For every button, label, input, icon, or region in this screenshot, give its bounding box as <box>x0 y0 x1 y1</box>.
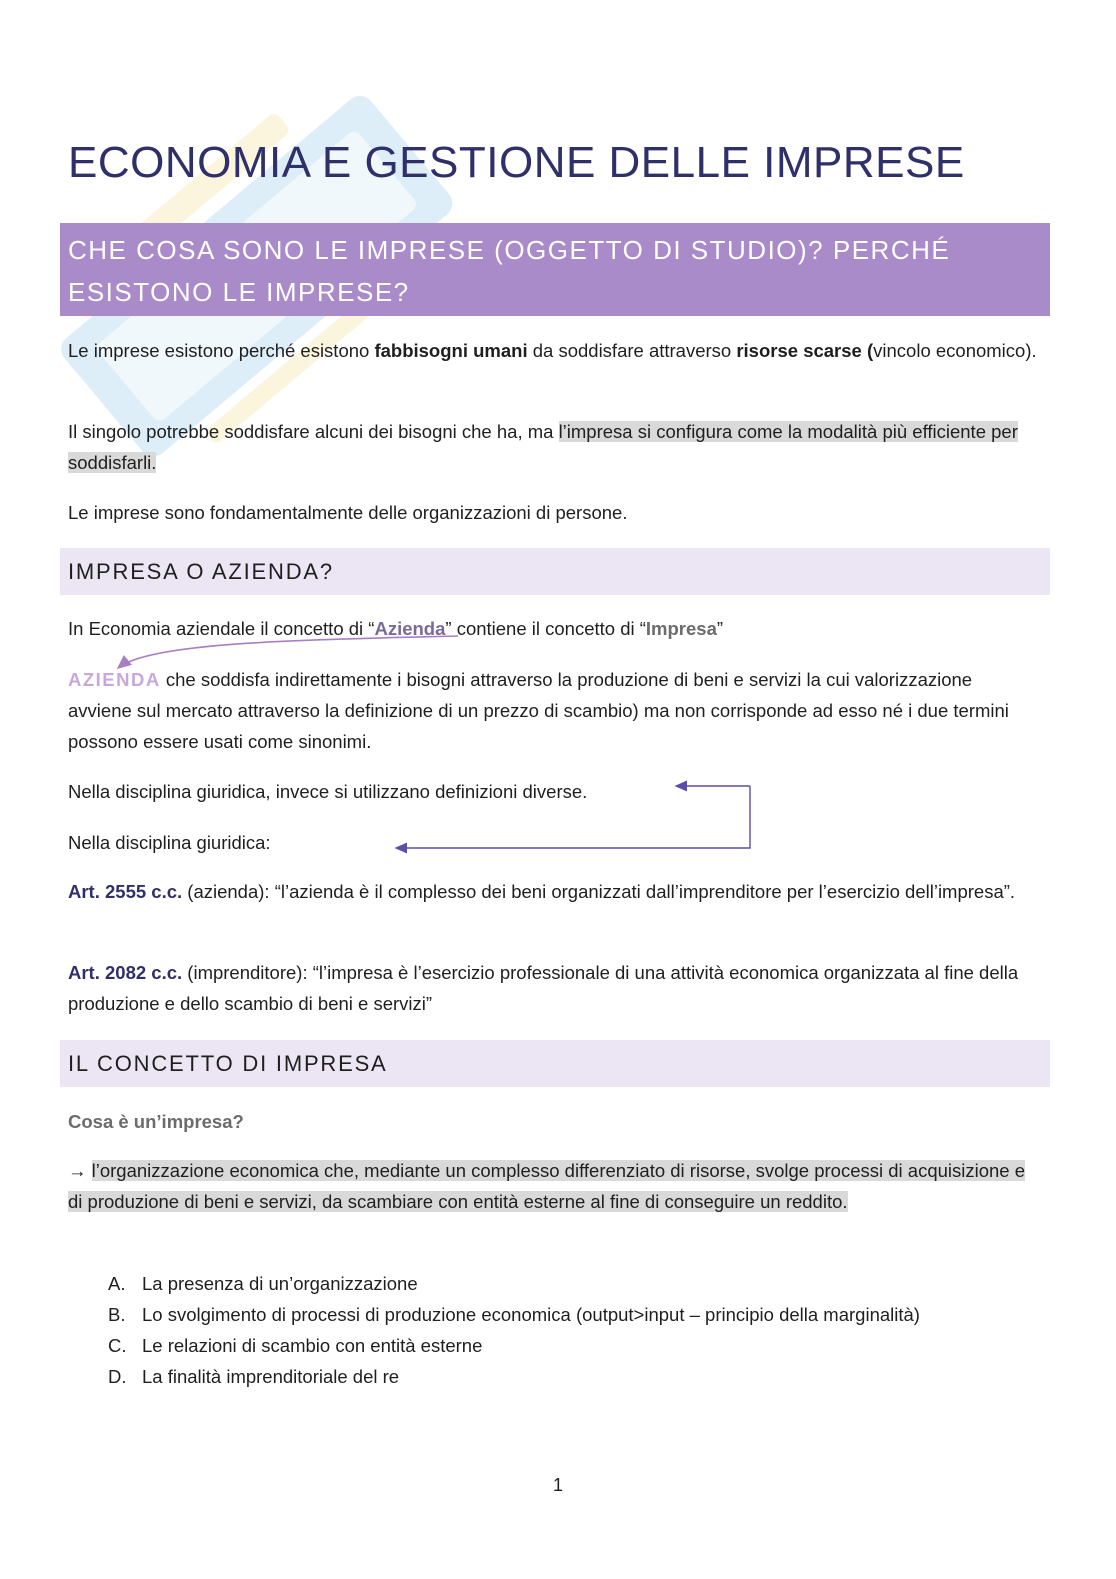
arrow-right-icon: → <box>68 1160 92 1181</box>
list-item: A. La presenza di un’organizzazione <box>108 1273 418 1294</box>
page-number: 1 <box>552 1475 563 1495</box>
paragraph-disciplina-1: Nella disciplina giuridica, invece si utilizzano definizioni diverse. <box>68 781 588 802</box>
paragraph-singolo: Il singolo potrebbe soddisfare alcuni dei bisogni che ha, ma l’impresa si configura come la modalità più efficiente per soddisfarli. <box>68 421 1018 473</box>
article-ref: Art. 2555 c.c. <box>68 881 183 902</box>
section-heading-3: IL CONCETTO DI IMPRESA <box>68 1051 388 1076</box>
paragraph-azienda: AZIENDA che soddisfa indirettamente i bisogni attraverso la produzione di beni e servizi la cui valorizzazione avviene sul mercato attraverso la definizione di un prezzo di scambio) ma non corrisponde ad esso né i due termini possono essere usati come sinonimi. <box>68 669 1009 752</box>
list-item: D. La finalità imprenditoriale del re <box>108 1366 400 1387</box>
question-text: Cosa è un’impresa? <box>68 1111 244 1132</box>
section-heading-2-band <box>60 548 1050 595</box>
document-title: ECONOMIA E GESTIONE DELLE IMPRESE <box>68 138 965 187</box>
section-heading-1: CHE COSA SONO LE IMPRESE (OGGETTO DI STUDIO)? PERCHÉ ESISTONO LE IMPRESE? <box>68 235 951 307</box>
paragraph-art-2555: Art. 2555 c.c. (azienda): “l’azienda è il complesso dei beni organizzati dall’imprenditore per l’esercizio dell’impresa”. <box>68 881 1016 902</box>
paragraph-disciplina-2: Nella disciplina giuridica: <box>68 832 271 853</box>
section-heading-3-band <box>60 1040 1050 1087</box>
azienda-label: AZIENDA <box>68 669 161 690</box>
highlighted-text: l’impresa si configura come la modalità più efficiente per soddisfarli. <box>68 421 1018 473</box>
list-item: B. Lo svolgimento di processi di produzione economica (output>input – principio della marginalità) <box>108 1304 920 1325</box>
section-heading-2: IMPRESA O AZIENDA? <box>68 559 334 584</box>
section-heading-band <box>60 223 1050 316</box>
paragraph-organizzazioni: Le imprese sono fondamentalmente delle organizzazioni di persone. <box>68 502 628 523</box>
article-ref: Art. 2082 c.c. <box>68 962 183 983</box>
list-item: C. Le relazioni di scambio con entità esterne <box>108 1335 483 1356</box>
characteristics-list <box>108 1268 920 1392</box>
paragraph-economia-aziendale: In Economia aziendale il concetto di “Azienda” contiene il concetto di “Impresa” <box>68 618 724 639</box>
paragraph-definizione <box>68 1155 1038 1217</box>
paragraph-art-2082: Art. 2082 c.c. (imprenditore): “l’impresa è l’esercizio professionale di una attività economica organizzata al fine della produzione e dello scambio di beni e servizi” <box>68 962 1019 1014</box>
paragraph-bisogni: Le imprese esistono perché esistono fabbisogni umani da soddisfare attraverso risorse scarse (vincolo economico). <box>68 340 1037 361</box>
highlighted-text: l’organizzazione economica che, mediante un complesso differenziato di risorse, svolge processi di acquisizione e di produzione di beni e servizi, da scambiare con entità esterne al fine di conseguire un reddito. <box>68 1160 1026 1212</box>
